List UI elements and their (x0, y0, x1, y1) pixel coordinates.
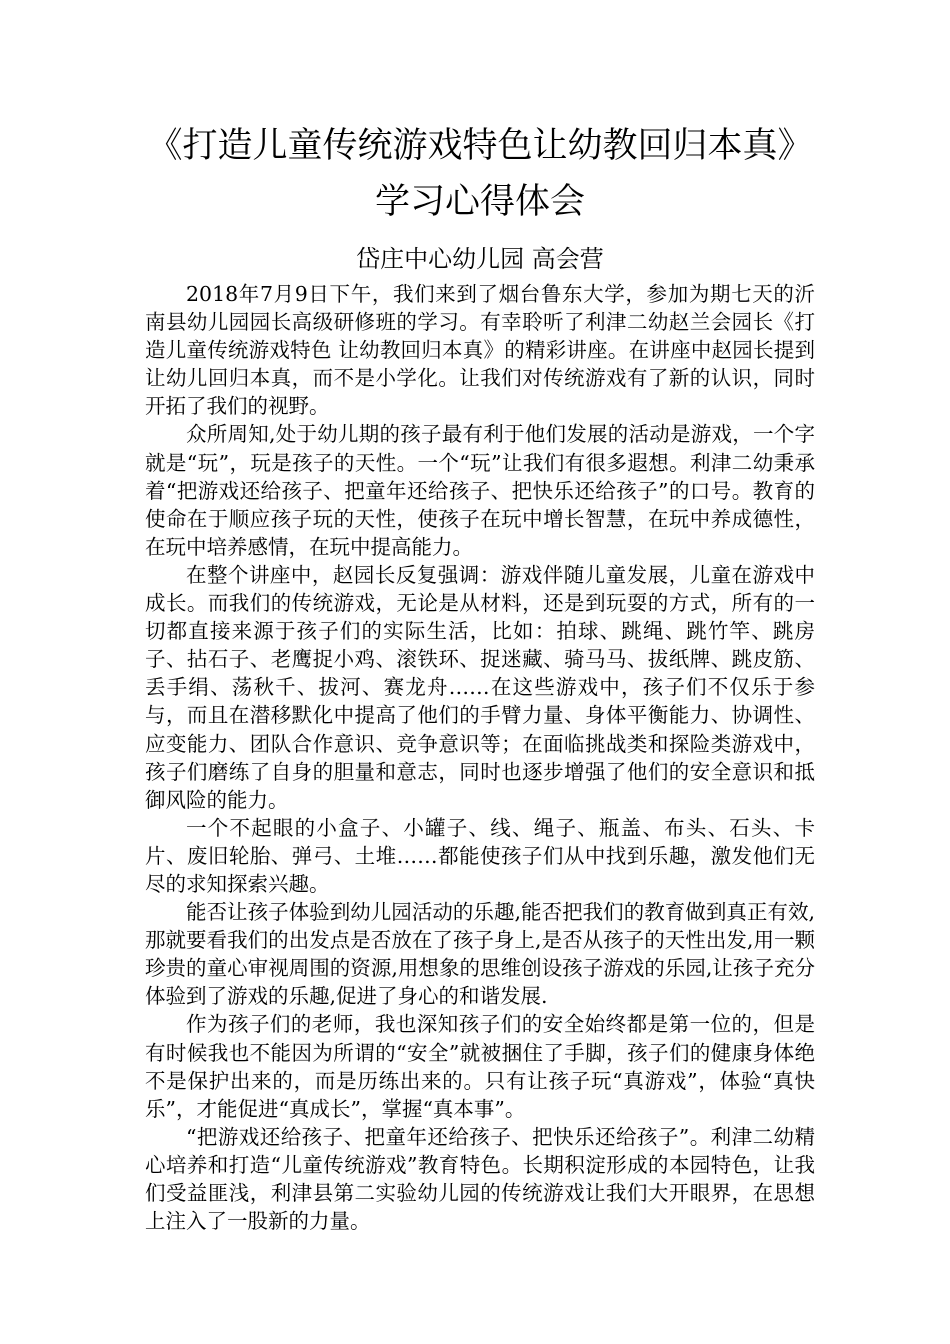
paragraph-5: 能否让孩子体验到幼儿园活动的乐趣,能否把我们的教育做到真正有效,那就要看我们的出发点是否放在了孩子身上,是否从孩子的天性出发,用一颗珍贵的童心审视周围的资源,用想象的思维创设孩子游戏的乐园,让孩子充分体验到了游戏的乐趣,促进了身心的和谐发展. (145, 900, 815, 1009)
document-body (145, 280, 815, 1235)
paragraph-4: 一个不起眼的小盒子、小罐子、线、绳子、瓶盖、布头、石头、卡片、废旧轮胎、弹弓、土堆……都能使孩子们从中找到乐趣，激发他们无尽的求知探索兴趣。 (145, 815, 815, 896)
paragraph-6: 作为孩子们的老师，我也深知孩子们的安全始终都是第一位的，但是有时候我也不能因为所谓的“安全”就被捆住了手脚，孩子们的健康身体绝不是保护出来的，而是历练出来的。只有让孩子玩“真游戏”，体验“真快乐”，才能促进“真成长”，掌握“真本事”。 (145, 1012, 815, 1121)
paragraph-7: “把游戏还给孩子、把童年还给孩子、把快乐还给孩子”。利津二幼精心培养和打造“儿童传统游戏”教育特色。长期积淀形成的本园特色，让我们受益匪浅，利津县第二实验幼儿园的传统游戏让我们大开眼界，在思想上注入了一股新的力量。 (145, 1124, 815, 1234)
paragraph-2: 众所周知,处于幼儿期的孩子最有利于他们发展的活动是游戏，一个字就是“玩”，玩是孩子的天性。一个“玩”让我们有很多遐想。利津二幼秉承着“把游戏还给孩子、把童年还给孩子、把快乐还给孩子”的口号。教育的使命在于顺应孩子玩的天性，使孩子在玩中增长智慧，在玩中养成德性，在玩中培养感情，在玩中提高能力。 (145, 422, 815, 559)
document-title-line-2: 学习心得体会 (374, 182, 585, 222)
paragraph-3: 在整个讲座中，赵园长反复强调：游戏伴随儿童发展，儿童在游戏中成长。而我们的传统游戏，无论是从材料，还是到玩耍的方式，所有的一切都直接来源于孩子们的实际生活，比如：拍球、跳绳、跳竹竿、跳房子、拈石子、老鹰捉小鸡、滚铁环、捉迷藏、骑马马、拔纸牌、跳皮筋、丢手绢、荡秋千、拔河、赛龙舟……在这些游戏中，孩子们不仅乐于参与，而且在潜移默化中提高了他们的手臂力量、身体平衡能力、协调性、应变能力、团队合作意识、竞争意识等；在面临挑战类和探险类游戏中，孩子们磨练了自身的胆量和意志，同时也逐步增强了他们的安全意识和抵御风险的能力。 (145, 562, 815, 812)
paragraph-1: 2018年7月9日下午，我们来到了烟台鲁东大学，参加为期七天的沂南县幼儿园园长高级研修班的学习。有幸聆听了利津二幼赵兰会园长《打造儿童传统游戏特色 让幼教回归本真》的精彩讲座。在讲座中赵园长提到让幼儿回归本真，而不是小学化。让我们对传统游戏有了新的认识，同时开拓了我们的视野。 (145, 282, 815, 419)
document-page (145, 118, 815, 1235)
document-title-line-1: 《打造儿童传统游戏特色让幼教回归本真》 (147, 126, 813, 166)
document-author: 岱庄中心幼儿园 高会营 (356, 245, 604, 273)
